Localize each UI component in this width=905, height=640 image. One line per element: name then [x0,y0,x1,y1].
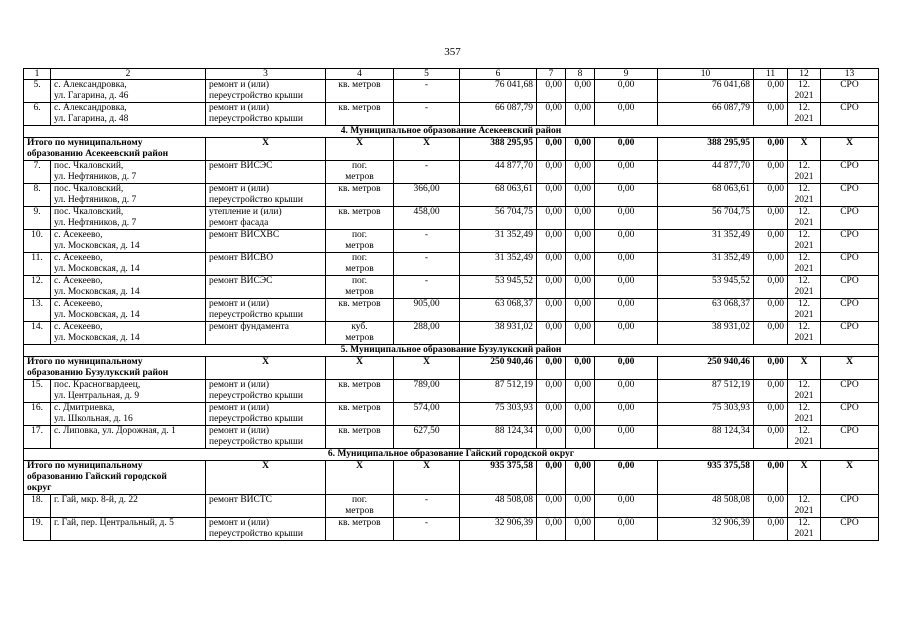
work-type-cell: ремонт и (или) переустройство крыши [206,80,326,103]
cell-value: 0,00 [754,138,788,161]
work-type-cell: ремонт и (или) переустройство крыши [206,518,326,541]
column-number-11: 11 [754,69,788,80]
quantity-cell: - [394,80,460,103]
date-cell: 12. 2021 [788,103,821,126]
fund-cost-cell: 75 303,93 [658,403,754,426]
fund-cost-cell: 63 068,37 [658,299,754,322]
cell-x: Х [206,138,326,161]
cell-value: 0,00 [566,461,595,495]
cell-value: 0,00 [566,103,595,126]
cell-value: 0,00 [537,161,566,184]
quantity-cell: - [394,276,460,299]
total-cost-cell: 88 124,34 [460,426,537,449]
unit-cell: кв. метров [326,103,394,126]
date-cell: 12. 2021 [788,80,821,103]
cell-x: Х [326,138,394,161]
method-cell: СРО [821,299,879,322]
row-number: 13. [24,299,51,322]
column-number-6: 6 [460,69,537,80]
total-cost-cell: 75 303,93 [460,403,537,426]
cell-value: 0,00 [566,138,595,161]
date-cell: 12. 2021 [788,184,821,207]
section-title: 6. Муниципальное образование Гайский городской округ [24,449,879,461]
cell-value: 0,00 [595,80,658,103]
total-cost-cell: 76 041,68 [460,80,537,103]
column-number-8: 8 [566,69,595,80]
table-row [24,322,879,345]
date-cell: 12. 2021 [788,299,821,322]
unit-cell: пог. метров [326,253,394,276]
address-cell: пос. Красногвардеец, ул. Центральная, д. 9 [51,380,206,403]
section-header-row [24,449,879,461]
cell-value: 0,00 [537,322,566,345]
work-type-cell: ремонт ВИСТС [206,495,326,518]
table-row [24,495,879,518]
table-body [24,69,879,541]
unit-cell: пог. метров [326,276,394,299]
method-cell: СРО [821,426,879,449]
cell-fund-cost: 935 375,58 [658,461,754,495]
row-number: 7. [24,161,51,184]
method-cell: СРО [821,161,879,184]
work-type-cell: ремонт и (или) переустройство крыши [206,299,326,322]
fund-cost-cell: 38 931,02 [658,322,754,345]
cell-x: Х [206,357,326,380]
cell-value: 0,00 [754,230,788,253]
table-row [24,403,879,426]
quantity-cell: 905,00 [394,299,460,322]
cell-value: 0,00 [566,495,595,518]
date-cell: 12. 2021 [788,380,821,403]
column-number-7: 7 [537,69,566,80]
row-number: 19. [24,518,51,541]
cell-value: 0,00 [754,322,788,345]
work-type-cell: ремонт и (или) переустройство крыши [206,426,326,449]
address-cell: пос. Чкаловский, ул. Нефтяников, д. 7 [51,207,206,230]
address-cell: пос. Чкаловский, ул. Нефтяников, д. 7 [51,161,206,184]
fund-cost-cell: 32 906,39 [658,518,754,541]
subtotal-row [24,357,879,380]
fund-cost-cell: 68 063,61 [658,184,754,207]
address-cell: с. Асекеево, ул. Московская, д. 14 [51,253,206,276]
subtotal-label: Итого по муниципальному образованию Гайский городской округ [24,461,206,495]
cell-value: 0,00 [537,461,566,495]
cell-x: Х [394,357,460,380]
address-cell: с. Асекеево, ул. Московская, д. 14 [51,276,206,299]
cell-value: 0,00 [566,380,595,403]
cell-value: 0,00 [537,380,566,403]
quantity-cell: 366,00 [394,184,460,207]
cell-value: 0,00 [537,184,566,207]
repair-register-table [23,68,879,541]
work-type-cell: ремонт фундамента [206,322,326,345]
method-cell: СРО [821,380,879,403]
section-title: 5. Муниципальное образование Бузулукский район [24,345,879,357]
quantity-cell: 458,00 [394,207,460,230]
cell-value: 0,00 [754,80,788,103]
cell-x: Х [394,461,460,495]
table-row [24,518,879,541]
cell-value: 0,00 [537,207,566,230]
subtotal-row [24,138,879,161]
quantity-cell: - [394,230,460,253]
row-number: 14. [24,322,51,345]
cell-value: 0,00 [537,403,566,426]
cell-x: Х [326,357,394,380]
cell-x: Х [788,138,821,161]
section-title: 4. Муниципальное образование Асекеевский район [24,126,879,138]
work-type-cell: ремонт и (или) переустройство крыши [206,403,326,426]
table-row [24,80,879,103]
cell-x: Х [821,461,879,495]
cell-value: 0,00 [566,299,595,322]
date-cell: 12. 2021 [788,322,821,345]
method-cell: СРО [821,230,879,253]
address-cell: с. Александровка, ул. Гагарина, д. 48 [51,103,206,126]
cell-value: 0,00 [754,207,788,230]
address-cell: с. Александровка, ул. Гагарина, д. 46 [51,80,206,103]
cell-value: 0,00 [566,403,595,426]
cell-value: 0,00 [754,461,788,495]
cell-value: 0,00 [566,276,595,299]
cell-value: 0,00 [754,184,788,207]
page-number: 357 [444,46,461,58]
quantity-cell: - [394,495,460,518]
work-type-cell: ремонт ВИСХВС [206,230,326,253]
fund-cost-cell: 31 352,49 [658,230,754,253]
total-cost-cell: 31 352,49 [460,230,537,253]
cell-total-cost: 388 295,95 [460,138,537,161]
date-cell: 12. 2021 [788,207,821,230]
method-cell: СРО [821,518,879,541]
cell-x: Х [821,138,879,161]
table-row [24,207,879,230]
cell-value: 0,00 [754,253,788,276]
cell-value: 0,00 [595,357,658,380]
cell-value: 0,00 [595,380,658,403]
work-type-cell: ремонт и (или) переустройство крыши [206,103,326,126]
quantity-cell: 627,50 [394,426,460,449]
total-cost-cell: 48 508,08 [460,495,537,518]
unit-cell: кв. метров [326,426,394,449]
row-number: 15. [24,380,51,403]
cell-x: Х [394,138,460,161]
cell-value: 0,00 [754,299,788,322]
cell-value: 0,00 [537,253,566,276]
total-cost-cell: 44 877,70 [460,161,537,184]
column-number-12: 12 [788,69,821,80]
cell-value: 0,00 [595,495,658,518]
cell-total-cost: 935 375,58 [460,461,537,495]
quantity-cell: - [394,518,460,541]
work-type-cell: ремонт ВИСЭС [206,276,326,299]
date-cell: 12. 2021 [788,253,821,276]
table-row [24,161,879,184]
total-cost-cell: 38 931,02 [460,322,537,345]
table-row [24,230,879,253]
cell-value: 0,00 [595,322,658,345]
cell-value: 0,00 [595,276,658,299]
cell-value: 0,00 [595,403,658,426]
cell-value: 0,00 [537,138,566,161]
date-cell: 12. 2021 [788,518,821,541]
cell-value: 0,00 [754,495,788,518]
subtotal-row [24,461,879,495]
cell-value: 0,00 [537,495,566,518]
fund-cost-cell: 53 945,52 [658,276,754,299]
unit-cell: куб. метров [326,322,394,345]
cell-value: 0,00 [754,518,788,541]
total-cost-cell: 87 512,19 [460,380,537,403]
unit-cell: пог. метров [326,495,394,518]
total-cost-cell: 53 945,52 [460,276,537,299]
cell-value: 0,00 [566,357,595,380]
work-type-cell: утепление и (или) ремонт фасада [206,207,326,230]
table-row [24,184,879,207]
address-cell: с. Липовка, ул. Дорожная, д. 1 [51,426,206,449]
method-cell: СРО [821,207,879,230]
method-cell: СРО [821,322,879,345]
cell-value: 0,00 [754,357,788,380]
unit-cell: кв. метров [326,380,394,403]
total-cost-cell: 31 352,49 [460,253,537,276]
cell-value: 0,00 [566,426,595,449]
method-cell: СРО [821,276,879,299]
cell-value: 0,00 [566,161,595,184]
row-number: 10. [24,230,51,253]
unit-cell: кв. метров [326,207,394,230]
date-cell: 12. 2021 [788,403,821,426]
address-cell: г. Гай, мкр. 8-й, д. 22 [51,495,206,518]
work-type-cell: ремонт и (или) переустройство крыши [206,380,326,403]
cell-value: 0,00 [595,230,658,253]
total-cost-cell: 66 087,79 [460,103,537,126]
section-header-row [24,126,879,138]
cell-value: 0,00 [566,207,595,230]
cell-value: 0,00 [754,276,788,299]
quantity-cell: 574,00 [394,403,460,426]
cell-value: 0,00 [595,184,658,207]
cell-x: Х [788,357,821,380]
cell-value: 0,00 [537,80,566,103]
subtotal-label: Итого по муниципальному образованию Бузулукский район [24,357,206,380]
column-number-1: 1 [24,69,51,80]
cell-value: 0,00 [595,461,658,495]
quantity-cell: - [394,161,460,184]
method-cell: СРО [821,80,879,103]
quantity-cell: - [394,103,460,126]
column-number-4: 4 [326,69,394,80]
cell-value: 0,00 [537,276,566,299]
date-cell: 12. 2021 [788,495,821,518]
cell-fund-cost: 388 295,95 [658,138,754,161]
unit-cell: кв. метров [326,299,394,322]
fund-cost-cell: 76 041,68 [658,80,754,103]
column-number-3: 3 [206,69,326,80]
address-cell: с. Асекеево, ул. Московская, д. 14 [51,322,206,345]
method-cell: СРО [821,253,879,276]
total-cost-cell: 32 906,39 [460,518,537,541]
cell-value: 0,00 [566,253,595,276]
cell-x: Х [788,461,821,495]
column-number-5: 5 [394,69,460,80]
cell-value: 0,00 [754,161,788,184]
fund-cost-cell: 88 124,34 [658,426,754,449]
method-cell: СРО [821,403,879,426]
row-number: 9. [24,207,51,230]
address-cell: с. Асекеево, ул. Московская, д. 14 [51,299,206,322]
quantity-cell: - [394,253,460,276]
method-cell: СРО [821,184,879,207]
table-row [24,276,879,299]
fund-cost-cell: 31 352,49 [658,253,754,276]
total-cost-cell: 56 704,75 [460,207,537,230]
address-cell: г. Гай, пер. Центральный, д. 5 [51,518,206,541]
method-cell: СРО [821,103,879,126]
unit-cell: пог. метров [326,161,394,184]
cell-value: 0,00 [566,80,595,103]
row-number: 16. [24,403,51,426]
subtotal-label: Итого по муниципальному образованию Асекеевский район [24,138,206,161]
work-type-cell: ремонт ВИСЭС [206,161,326,184]
unit-cell: пог. метров [326,230,394,253]
cell-value: 0,00 [754,426,788,449]
cell-value: 0,00 [537,230,566,253]
column-number-10: 10 [658,69,754,80]
table-row [24,253,879,276]
fund-cost-cell: 44 877,70 [658,161,754,184]
fund-cost-cell: 87 512,19 [658,380,754,403]
cell-value: 0,00 [595,138,658,161]
row-number: 5. [24,80,51,103]
cell-value: 0,00 [566,230,595,253]
column-number-9: 9 [595,69,658,80]
cell-value: 0,00 [566,322,595,345]
quantity-cell: 789,00 [394,380,460,403]
cell-value: 0,00 [566,184,595,207]
method-cell: СРО [821,495,879,518]
table-row [24,103,879,126]
column-number-2: 2 [51,69,206,80]
row-number: 11. [24,253,51,276]
work-type-cell: ремонт ВИСВО [206,253,326,276]
cell-value: 0,00 [595,299,658,322]
row-number: 8. [24,184,51,207]
address-cell: с. Асекеево, ул. Московская, д. 14 [51,230,206,253]
cell-value: 0,00 [537,357,566,380]
row-number: 12. [24,276,51,299]
cell-value: 0,00 [566,518,595,541]
work-type-cell: ремонт и (или) переустройство крыши [206,184,326,207]
cell-value: 0,00 [595,518,658,541]
cell-value: 0,00 [595,103,658,126]
date-cell: 12. 2021 [788,426,821,449]
unit-cell: кв. метров [326,403,394,426]
unit-cell: кв. метров [326,518,394,541]
column-number-13: 13 [821,69,879,80]
cell-value: 0,00 [595,253,658,276]
cell-value: 0,00 [595,161,658,184]
cell-value: 0,00 [537,299,566,322]
cell-fund-cost: 250 940,46 [658,357,754,380]
cell-x: Х [326,461,394,495]
cell-value: 0,00 [754,103,788,126]
row-number: 6. [24,103,51,126]
date-cell: 12. 2021 [788,276,821,299]
total-cost-cell: 68 063,61 [460,184,537,207]
quantity-cell: 288,00 [394,322,460,345]
cell-x: Х [206,461,326,495]
address-cell: с. Дмитриевка, ул. Школьная, д. 16 [51,403,206,426]
cell-value: 0,00 [595,426,658,449]
fund-cost-cell: 56 704,75 [658,207,754,230]
cell-total-cost: 250 940,46 [460,357,537,380]
fund-cost-cell: 48 508,08 [658,495,754,518]
unit-cell: кв. метров [326,80,394,103]
cell-value: 0,00 [754,380,788,403]
cell-value: 0,00 [537,426,566,449]
table-row [24,380,879,403]
cell-value: 0,00 [754,403,788,426]
row-number: 18. [24,495,51,518]
cell-value: 0,00 [595,207,658,230]
date-cell: 12. 2021 [788,161,821,184]
total-cost-cell: 63 068,37 [460,299,537,322]
fund-cost-cell: 66 087,79 [658,103,754,126]
cell-value: 0,00 [537,103,566,126]
section-header-row [24,345,879,357]
table-row [24,426,879,449]
table-row [24,299,879,322]
cell-value: 0,00 [537,518,566,541]
unit-cell: кв. метров [326,184,394,207]
row-number: 17. [24,426,51,449]
date-cell: 12. 2021 [788,230,821,253]
cell-x: Х [821,357,879,380]
column-number-row [24,69,879,80]
address-cell: пос. Чкаловский, ул. Нефтяников, д. 7 [51,184,206,207]
